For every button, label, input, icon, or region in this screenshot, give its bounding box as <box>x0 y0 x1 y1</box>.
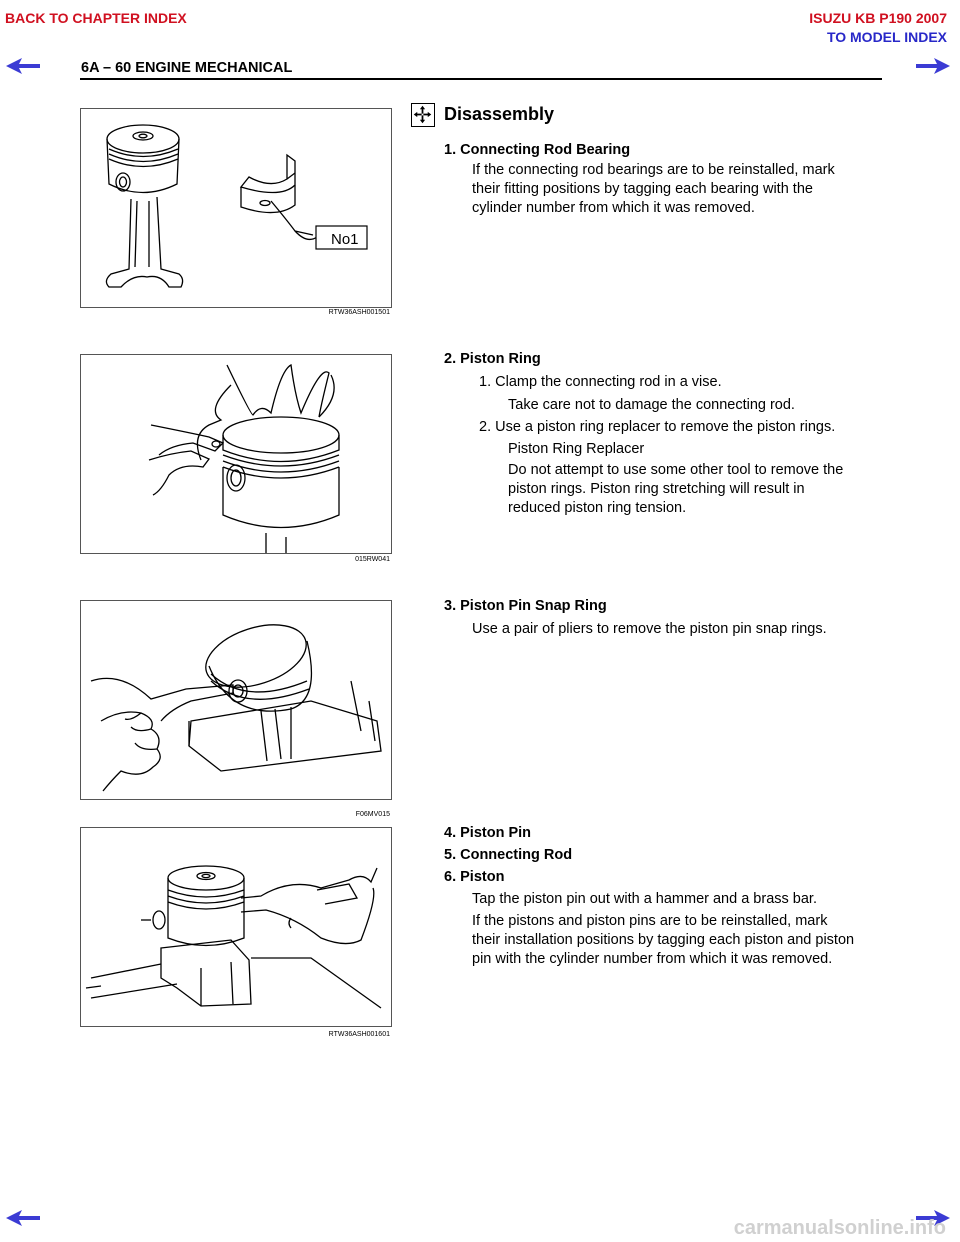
figure-piston-pin-removal <box>80 827 392 1027</box>
step-6-line: If the pistons and piston pins are to be reinstalled, mark <box>472 913 828 929</box>
figure-caption: 015RW041 <box>355 556 390 563</box>
step-3-line: Use a pair of pliers to remove the piston pin snap rings. <box>472 621 827 637</box>
step-6-line: their installation positions by tagging each piston and piston <box>472 932 855 948</box>
disassembly-arrows-icon <box>411 103 435 127</box>
watermark: carmanualsonline.info <box>733 1217 946 1239</box>
step-6-heading: 6. Piston <box>444 869 505 885</box>
step-3-heading: 3. Piston Pin Snap Ring <box>444 598 607 614</box>
bearing-tag-label: No1 <box>331 231 359 248</box>
prev-page-arrow-icon[interactable] <box>6 1210 40 1226</box>
prev-page-arrow-icon[interactable] <box>6 58 40 74</box>
step-2-sub-1: 1. Clamp the connecting rod in a vise. <box>479 374 722 390</box>
step-6-line: Tap the piston pin out with a hammer and a brass bar. <box>472 891 817 907</box>
step-1-line: If the connecting rod bearings are to be reinstalled, mark <box>472 162 835 178</box>
step-2-tool-name: Piston Ring Replacer <box>508 441 645 457</box>
header-rule <box>80 78 882 80</box>
step-1-line: cylinder number from which it was removed. <box>472 200 755 216</box>
section-title: Disassembly <box>444 104 555 124</box>
figure-caption: RTW36ASH001601 <box>328 1031 390 1038</box>
figure-connecting-rod-bearing <box>80 108 392 308</box>
to-model-index-link[interactable]: TO MODEL INDEX <box>826 29 947 45</box>
back-to-chapter-index-link[interactable]: BACK TO CHAPTER INDEX <box>5 10 187 26</box>
step-2-note-line: piston rings. Piston ring stretching will result in <box>508 481 805 497</box>
step-2-sub-2: 2. Use a piston ring replacer to remove the piston rings. <box>479 419 836 435</box>
step-4-heading: 4. Piston Pin <box>444 825 532 841</box>
figure-piston-ring <box>80 354 392 554</box>
step-5-heading: 5. Connecting Rod <box>444 847 573 863</box>
figure-caption: F06MV015 <box>355 811 390 818</box>
step-2-note-line: Do not attempt to use some other tool to remove the <box>508 462 844 478</box>
step-2-heading: 2. Piston Ring <box>444 351 541 367</box>
next-page-arrow-icon[interactable] <box>916 58 950 74</box>
step-1-heading: 1. Connecting Rod Bearing <box>444 142 631 158</box>
figure-caption: RTW36ASH001501 <box>328 309 390 316</box>
step-6-line: pin with the cylinder number from which it was removed. <box>472 951 833 967</box>
figure-piston-pin-snap-ring <box>80 600 392 800</box>
step-2-note-line: reduced piston ring tension. <box>508 500 687 516</box>
page-title: 6A – 60 ENGINE MECHANICAL <box>81 60 293 76</box>
model-title: ISUZU KB P190 2007 <box>809 10 947 26</box>
step-1-line: their fitting positions by tagging each bearing with the <box>472 181 813 197</box>
step-2-sub-1-note: Take care not to damage the connecting rod. <box>508 397 795 413</box>
